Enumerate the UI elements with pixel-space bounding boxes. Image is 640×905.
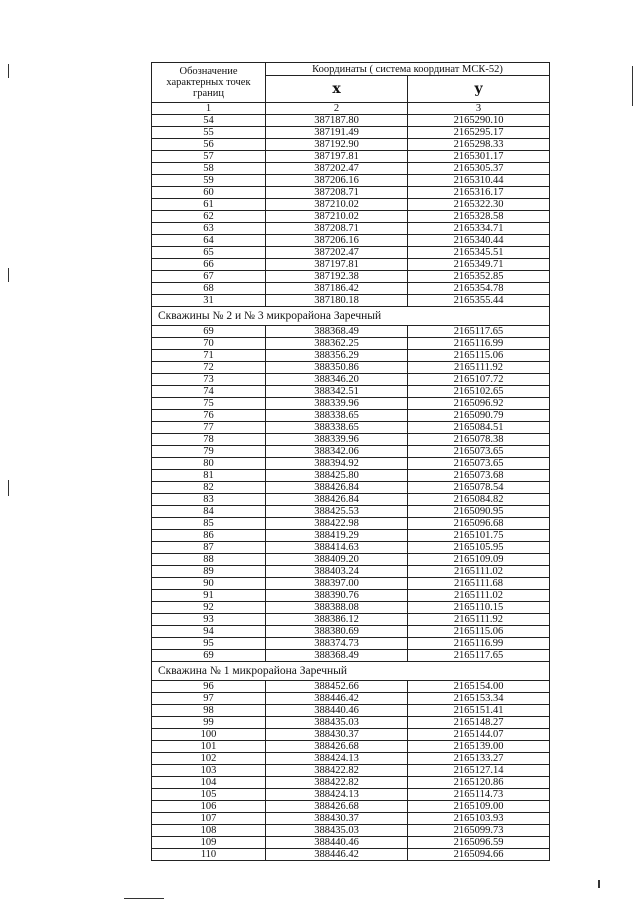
x-coordinate-cell: 388424.13: [266, 789, 408, 801]
y-coordinate-cell: 2165340.44: [408, 235, 550, 247]
point-number-cell: 72: [152, 362, 266, 374]
table-row: [152, 175, 550, 187]
point-number-cell: 83: [152, 494, 266, 506]
y-coordinate-cell: 2165073.65: [408, 446, 550, 458]
table-row: [152, 494, 550, 506]
table-row: [152, 849, 550, 861]
x-coordinate-cell: 388430.37: [266, 813, 408, 825]
x-coordinate-cell: 388414.63: [266, 542, 408, 554]
x-coordinate-cell: 388339.96: [266, 434, 408, 446]
y-coordinate-cell: 2165322.30: [408, 199, 550, 211]
point-number-cell: 93: [152, 614, 266, 626]
table-row: [152, 717, 550, 729]
point-number-cell: 59: [152, 175, 266, 187]
column-number-2: 2: [266, 103, 408, 115]
point-number-cell: 78: [152, 434, 266, 446]
point-number-cell: 69: [152, 650, 266, 662]
y-coordinate-cell: 2165110.15: [408, 602, 550, 614]
table-row: [152, 554, 550, 566]
table-row: [152, 163, 550, 175]
x-coordinate-cell: 388356.29: [266, 350, 408, 362]
point-number-cell: 79: [152, 446, 266, 458]
point-number-cell: 75: [152, 398, 266, 410]
table-row: [152, 578, 550, 590]
table-row: [152, 789, 550, 801]
y-coordinate-cell: 2165094.66: [408, 849, 550, 861]
table-row: [152, 139, 550, 151]
x-coordinate-cell: 387186.42: [266, 283, 408, 295]
coordinates-group-header: Координаты ( система координат МСК-52): [266, 63, 550, 76]
table-row: [152, 458, 550, 470]
point-number-cell: 87: [152, 542, 266, 554]
y-coordinate-cell: 2165117.65: [408, 326, 550, 338]
y-coordinate-cell: 2165111.92: [408, 362, 550, 374]
y-coordinate-cell: 2165103.93: [408, 813, 550, 825]
y-coordinate-cell: 2165102.65: [408, 386, 550, 398]
point-number-cell: 110: [152, 849, 266, 861]
x-coordinate-cell: 388426.84: [266, 482, 408, 494]
x-coordinate-cell: 388409.20: [266, 554, 408, 566]
y-coordinate-cell: 2165096.68: [408, 518, 550, 530]
x-coordinate-cell: 388374.73: [266, 638, 408, 650]
x-coordinate-cell: 388368.49: [266, 326, 408, 338]
x-coordinate-cell: 387192.90: [266, 139, 408, 151]
y-coordinate-cell: 2165099.73: [408, 825, 550, 837]
table-row: [152, 259, 550, 271]
y-coordinate-cell: 2165328.58: [408, 211, 550, 223]
table-row: [152, 705, 550, 717]
x-coordinate-cell: 388380.69: [266, 626, 408, 638]
section-3-heading: [152, 662, 550, 681]
y-coordinate-cell: 2165290.10: [408, 115, 550, 127]
x-coordinate-cell: 387202.47: [266, 163, 408, 175]
x-coordinate-cell: 388430.37: [266, 729, 408, 741]
x-coordinate-cell: 388397.00: [266, 578, 408, 590]
point-number-cell: 85: [152, 518, 266, 530]
scan-edge-mark-left: [8, 268, 9, 282]
table-row: [152, 283, 550, 295]
y-coordinate-cell: 2165117.65: [408, 650, 550, 662]
x-coordinate-cell: 388422.82: [266, 777, 408, 789]
table-row: [152, 590, 550, 602]
y-coordinate-cell: 2165090.79: [408, 410, 550, 422]
y-coordinate-cell: 2165109.09: [408, 554, 550, 566]
point-number-cell: 84: [152, 506, 266, 518]
table-row: [152, 813, 550, 825]
table-row: [152, 422, 550, 434]
point-number-cell: 95: [152, 638, 266, 650]
x-coordinate-cell: 388440.46: [266, 837, 408, 849]
y-coordinate-cell: 2165349.71: [408, 259, 550, 271]
table-row: [152, 434, 550, 446]
section-1-rows: [152, 115, 550, 307]
point-number-cell: 70: [152, 338, 266, 350]
y-coordinate-cell: 2165154.00: [408, 681, 550, 693]
table-row: [152, 825, 550, 837]
y-coordinate-cell: 2165111.92: [408, 614, 550, 626]
y-coordinate-cell: 2165078.54: [408, 482, 550, 494]
table-row: [152, 386, 550, 398]
point-number-cell: 77: [152, 422, 266, 434]
table-row: [152, 295, 550, 307]
y-coordinate-cell: 2165111.02: [408, 590, 550, 602]
y-coordinate-cell: 2165352.85: [408, 271, 550, 283]
table-row: [152, 681, 550, 693]
table-row: [152, 115, 550, 127]
table-row: [152, 199, 550, 211]
point-number-cell: 63: [152, 223, 266, 235]
point-number-cell: 98: [152, 705, 266, 717]
table-row: [152, 223, 550, 235]
y-coordinate-cell: 2165101.75: [408, 530, 550, 542]
y-column-header: y: [408, 76, 550, 103]
y-coordinate-cell: 2165084.51: [408, 422, 550, 434]
y-coordinate-cell: 2165096.59: [408, 837, 550, 849]
point-number-cell: 88: [152, 554, 266, 566]
table-row: [152, 566, 550, 578]
point-number-cell: 64: [152, 235, 266, 247]
x-coordinate-cell: 388435.03: [266, 717, 408, 729]
table-row: [152, 127, 550, 139]
table-row: [152, 638, 550, 650]
x-coordinate-cell: 387192.38: [266, 271, 408, 283]
x-coordinate-cell: 388362.25: [266, 338, 408, 350]
x-coordinate-cell: 388435.03: [266, 825, 408, 837]
point-number-cell: 57: [152, 151, 266, 163]
table-row: [152, 765, 550, 777]
section-title: Скважина № 1 микрорайона Заречный: [152, 662, 550, 681]
y-coordinate-cell: 2165116.99: [408, 338, 550, 350]
y-coordinate-cell: 2165345.51: [408, 247, 550, 259]
table-row: [152, 614, 550, 626]
x-coordinate-cell: 388388.08: [266, 602, 408, 614]
point-number-cell: 67: [152, 271, 266, 283]
table-row: [152, 374, 550, 386]
table-row: [152, 271, 550, 283]
x-coordinate-cell: 387206.16: [266, 175, 408, 187]
x-coordinate-cell: 388390.76: [266, 590, 408, 602]
x-coordinate-cell: 387197.81: [266, 151, 408, 163]
table-row: [152, 446, 550, 458]
point-number-cell: 100: [152, 729, 266, 741]
x-coordinate-cell: 388446.42: [266, 693, 408, 705]
point-number-cell: 74: [152, 386, 266, 398]
point-number-cell: 91: [152, 590, 266, 602]
table-row: [152, 693, 550, 705]
point-designation-header: Обозначение характерных точек границ: [152, 63, 266, 103]
point-number-cell: 105: [152, 789, 266, 801]
table-row: [152, 518, 550, 530]
table-row: [152, 626, 550, 638]
x-coordinate-cell: 388403.24: [266, 566, 408, 578]
table-row: [152, 542, 550, 554]
table-row: [152, 530, 550, 542]
y-coordinate-cell: 2165078.38: [408, 434, 550, 446]
y-coordinate-cell: 2165107.72: [408, 374, 550, 386]
point-number-cell: 99: [152, 717, 266, 729]
y-coordinate-cell: 2165151.41: [408, 705, 550, 717]
point-number-cell: 31: [152, 295, 266, 307]
table-row: [152, 801, 550, 813]
y-coordinate-cell: 2165115.06: [408, 626, 550, 638]
point-number-cell: 103: [152, 765, 266, 777]
table-row: [152, 837, 550, 849]
y-coordinate-cell: 2165127.14: [408, 765, 550, 777]
x-coordinate-cell: 388424.13: [266, 753, 408, 765]
point-number-cell: 56: [152, 139, 266, 151]
y-coordinate-cell: 2165120.86: [408, 777, 550, 789]
point-number-cell: 71: [152, 350, 266, 362]
x-coordinate-cell: 387191.49: [266, 127, 408, 139]
point-number-cell: 81: [152, 470, 266, 482]
x-coordinate-cell: 388338.65: [266, 422, 408, 434]
table-row: [152, 362, 550, 374]
point-number-cell: 73: [152, 374, 266, 386]
y-coordinate-cell: 2165090.95: [408, 506, 550, 518]
y-coordinate-cell: 2165114.73: [408, 789, 550, 801]
y-coordinate-cell: 2165115.06: [408, 350, 550, 362]
scan-edge-mark-right: [632, 66, 633, 106]
x-coordinate-cell: 388446.42: [266, 849, 408, 861]
x-coordinate-cell: 387206.16: [266, 235, 408, 247]
table-row: [152, 602, 550, 614]
point-number-cell: 92: [152, 602, 266, 614]
x-coordinate-cell: 388350.86: [266, 362, 408, 374]
column-number-1: 1: [152, 103, 266, 115]
point-number-cell: 58: [152, 163, 266, 175]
y-coordinate-cell: 2165111.02: [408, 566, 550, 578]
x-coordinate-cell: 387202.47: [266, 247, 408, 259]
table-row: [152, 151, 550, 163]
x-column-header: x: [266, 76, 408, 103]
scan-edge-mark-bottom: [124, 898, 164, 899]
point-number-cell: 69: [152, 326, 266, 338]
y-coordinate-cell: 2165355.44: [408, 295, 550, 307]
point-number-cell: 80: [152, 458, 266, 470]
table-row: [152, 650, 550, 662]
x-coordinate-cell: 387187.80: [266, 115, 408, 127]
table-row: [152, 338, 550, 350]
x-coordinate-cell: 388426.84: [266, 494, 408, 506]
point-number-cell: 62: [152, 211, 266, 223]
x-coordinate-cell: 388422.98: [266, 518, 408, 530]
table-row: [152, 729, 550, 741]
point-number-cell: 55: [152, 127, 266, 139]
point-number-cell: 68: [152, 283, 266, 295]
x-coordinate-cell: 388440.46: [266, 705, 408, 717]
point-number-cell: 94: [152, 626, 266, 638]
table-row: [152, 741, 550, 753]
point-number-cell: 97: [152, 693, 266, 705]
y-coordinate-cell: 2165298.33: [408, 139, 550, 151]
x-coordinate-cell: 387210.02: [266, 199, 408, 211]
y-coordinate-cell: 2165354.78: [408, 283, 550, 295]
point-number-cell: 104: [152, 777, 266, 789]
x-coordinate-cell: 388452.66: [266, 681, 408, 693]
y-coordinate-cell: 2165334.71: [408, 223, 550, 235]
y-coordinate-cell: 2165305.37: [408, 163, 550, 175]
y-coordinate-cell: 2165139.00: [408, 741, 550, 753]
point-number-cell: 101: [152, 741, 266, 753]
point-number-cell: 106: [152, 801, 266, 813]
point-number-cell: 108: [152, 825, 266, 837]
coordinates-table: [151, 62, 550, 861]
y-coordinate-cell: 2165084.82: [408, 494, 550, 506]
x-coordinate-cell: 388426.68: [266, 741, 408, 753]
y-coordinate-cell: 2165105.95: [408, 542, 550, 554]
table-row: [152, 247, 550, 259]
x-coordinate-cell: 388342.06: [266, 446, 408, 458]
point-number-cell: 86: [152, 530, 266, 542]
scan-edge-mark-right-bottom: [598, 880, 600, 888]
table-row: [152, 470, 550, 482]
x-coordinate-cell: 388338.65: [266, 410, 408, 422]
y-coordinate-cell: 2165295.17: [408, 127, 550, 139]
y-coordinate-cell: 2165144.07: [408, 729, 550, 741]
table-row: [152, 211, 550, 223]
section-2-heading: [152, 307, 550, 326]
y-coordinate-cell: 2165316.17: [408, 187, 550, 199]
point-number-cell: 61: [152, 199, 266, 211]
point-number-cell: 102: [152, 753, 266, 765]
table-row: [152, 777, 550, 789]
point-number-cell: 82: [152, 482, 266, 494]
point-number-cell: 107: [152, 813, 266, 825]
y-coordinate-cell: 2165133.27: [408, 753, 550, 765]
x-coordinate-cell: 388422.82: [266, 765, 408, 777]
x-coordinate-cell: 388425.80: [266, 470, 408, 482]
point-number-cell: 65: [152, 247, 266, 259]
point-number-cell: 109: [152, 837, 266, 849]
scan-edge-mark-left-top: [8, 64, 9, 78]
point-number-cell: 66: [152, 259, 266, 271]
x-coordinate-cell: 387208.71: [266, 187, 408, 199]
x-coordinate-cell: 387210.02: [266, 211, 408, 223]
y-coordinate-cell: 2165153.34: [408, 693, 550, 705]
x-coordinate-cell: 388339.96: [266, 398, 408, 410]
table-row: [152, 506, 550, 518]
table-row: [152, 235, 550, 247]
table-row: [152, 398, 550, 410]
point-number-cell: 60: [152, 187, 266, 199]
y-coordinate-cell: 2165116.99: [408, 638, 550, 650]
x-coordinate-cell: 388426.68: [266, 801, 408, 813]
y-coordinate-cell: 2165148.27: [408, 717, 550, 729]
x-coordinate-cell: 388386.12: [266, 614, 408, 626]
y-coordinate-cell: 2165111.68: [408, 578, 550, 590]
table-row: [152, 753, 550, 765]
y-coordinate-cell: 2165109.00: [408, 801, 550, 813]
section-2-rows: [152, 326, 550, 662]
section-3-rows: [152, 681, 550, 861]
scan-edge-mark-left-bottom: [8, 480, 9, 496]
column-number-3: 3: [408, 103, 550, 115]
x-coordinate-cell: 388342.51: [266, 386, 408, 398]
x-coordinate-cell: 388346.20: [266, 374, 408, 386]
point-number-cell: 54: [152, 115, 266, 127]
table-row: [152, 326, 550, 338]
table-row: [152, 350, 550, 362]
x-coordinate-cell: 388394.92: [266, 458, 408, 470]
y-coordinate-cell: 2165096.92: [408, 398, 550, 410]
y-coordinate-cell: 2165310.44: [408, 175, 550, 187]
x-coordinate-cell: 387197.81: [266, 259, 408, 271]
point-number-cell: 96: [152, 681, 266, 693]
point-number-cell: 90: [152, 578, 266, 590]
x-coordinate-cell: 388419.29: [266, 530, 408, 542]
x-coordinate-cell: 388425.53: [266, 506, 408, 518]
point-number-cell: 76: [152, 410, 266, 422]
section-title: Скважины № 2 и № 3 микрорайона Заречный: [152, 307, 550, 326]
table-row: [152, 482, 550, 494]
x-coordinate-cell: 387208.71: [266, 223, 408, 235]
table-row: [152, 410, 550, 422]
point-number-cell: 89: [152, 566, 266, 578]
y-coordinate-cell: 2165073.65: [408, 458, 550, 470]
table-row: [152, 187, 550, 199]
y-coordinate-cell: 2165073.68: [408, 470, 550, 482]
x-coordinate-cell: 388368.49: [266, 650, 408, 662]
y-coordinate-cell: 2165301.17: [408, 151, 550, 163]
x-coordinate-cell: 387180.18: [266, 295, 408, 307]
